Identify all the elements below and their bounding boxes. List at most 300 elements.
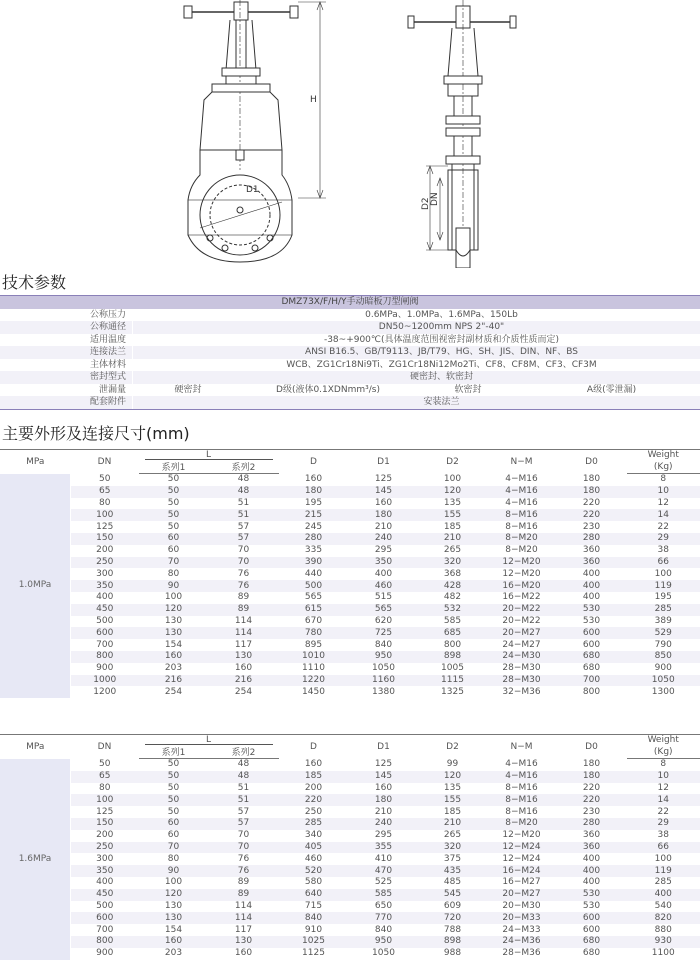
table-cell: 620 [374,615,393,626]
table-cell: 400 [627,889,700,901]
table-cell: 12−M20 [487,557,557,569]
table-cell: 1050 [372,663,395,674]
table-cell: 76 [237,853,250,864]
table-cell: 50 [167,759,180,770]
table-cell: 135 [443,497,462,508]
table-cell: 1050 [372,948,395,959]
table-cell: 29 [627,818,700,830]
table-cell: 988 [443,948,462,959]
dim-dn-label: DN [430,192,440,206]
table-cell: 950 [349,651,419,663]
table-cell: 720 [419,912,487,924]
table-cell: 680 [582,663,601,674]
table-cell: 700 [96,924,114,935]
table-cell: 600 [71,912,139,924]
table-cell: 850 [627,651,700,663]
table-cell: 51 [237,497,250,508]
table-row [0,498,700,510]
table-cell: 14 [627,509,700,521]
section-title-dimensions: 主要外形及连接尺寸(mm) [2,424,190,443]
table-cell: 50 [99,474,111,485]
param-value: 硬密封 [133,384,244,397]
table-cell: 910 [304,924,323,935]
param-value: ANSI B16.5、GB/T9113、JB/T79、HG、SH、JIS、DIN、NF、BS [133,346,700,359]
table-cell: 50 [167,521,180,532]
table-cell: 930 [627,936,700,948]
table-cell: 12−M24 [487,842,557,854]
table-cell: 20−M27 [487,889,557,901]
table-cell: 1005 [441,663,464,674]
col-header: D2 [419,735,487,759]
table-cell: 700 [96,639,114,650]
dimension-table-1 [0,449,700,698]
table-row [0,557,700,569]
table-cell: 125 [96,806,114,817]
table-cell: 600 [557,912,627,924]
table-cell: 650 [374,900,393,911]
table-cell: 16−M20 [487,580,557,592]
table-cell: 840 [279,912,349,924]
table-cell: 24−M30 [487,651,557,663]
table-cell: 530 [557,604,627,616]
dim-h-label: H [310,95,317,105]
table-cell: 400 [96,877,114,888]
table-cell: 50 [167,806,180,817]
table-cell: 114 [209,912,279,924]
table-cell: 375 [443,853,462,864]
table-cell: 8 [660,759,667,770]
table-cell: 615 [279,604,349,616]
table-cell: 280 [557,818,627,830]
param-label: 公称通径 [0,321,133,334]
table-cell: 470 [349,865,419,877]
table-cell: 1110 [302,663,325,674]
table-cell: 20−M22 [502,615,541,626]
table-cell: 360 [582,545,601,556]
table-cell: 89 [209,604,279,616]
table-cell: 482 [443,592,462,603]
table-row [0,686,700,698]
tech-params-table [0,295,700,410]
table-cell: 22 [657,806,669,817]
table-cell: 515 [374,592,393,603]
table-cell: 895 [304,639,323,650]
table-cell: 585 [443,615,462,626]
table-cell: 460 [304,853,323,864]
table-cell: 400 [582,592,601,603]
table-cell: 500 [96,615,114,626]
table-cell: 16−M27 [502,877,541,888]
param-value: A级(零泄漏) [523,384,700,397]
table-cell: 119 [627,580,700,592]
table-cell: 20−M27 [487,627,557,639]
table-row [0,521,700,533]
table-cell: 185 [443,521,462,532]
table-cell: 130 [139,912,209,924]
table-cell: 100 [443,474,462,485]
dimension-table-2 [0,734,700,960]
table-cell: 520 [279,865,349,877]
table-row [0,901,700,913]
table-cell: 160 [234,663,253,674]
table-cell: 250 [304,806,323,817]
table-cell: 400 [557,865,627,877]
table-cell: 12−M20 [502,568,541,579]
table-cell: 335 [304,545,323,556]
table-cell: 680 [582,948,601,959]
table-cell: 60 [167,545,180,556]
table-cell: 195 [654,592,672,603]
col-header: 系列2 [209,745,279,759]
table-cell: 29 [627,533,700,545]
table-cell: 435 [419,865,487,877]
table-cell: 160 [234,948,253,959]
table-cell: 230 [582,806,601,817]
table-cell: 180 [582,759,601,770]
table-cell: 1100 [651,948,675,959]
table-cell: 76 [209,580,279,592]
table-cell: 24−M36 [487,936,557,948]
valve-drawings [0,0,700,268]
table-cell: 120 [419,771,487,783]
table-row [0,604,700,616]
table-cell: 800 [71,936,139,948]
table-cell: 405 [279,842,349,854]
table-cell: 230 [582,521,601,532]
param-value: D级(液体0.1XDNmm³/s) [243,384,413,397]
table-cell: 300 [96,853,114,864]
table-cell: 10 [627,486,700,498]
table-cell: 1325 [441,686,464,697]
table-cell: 700 [557,675,627,687]
table-cell: 89 [237,877,250,888]
table-cell: 57 [237,521,250,532]
table-cell: 788 [443,924,462,935]
col-header: Weight [627,735,700,746]
table-cell: 280 [279,533,349,545]
table-cell: 8−M16 [505,782,538,793]
table-cell: 155 [419,794,487,806]
table-cell: 540 [654,900,672,911]
table-cell: 154 [164,639,183,650]
table-cell: 450 [71,889,139,901]
table-cell: 840 [374,924,393,935]
table-cell: 1050 [627,675,700,687]
table-cell: 50 [167,782,180,793]
table-cell: 525 [374,877,393,888]
table-cell: 368 [443,568,462,579]
table-cell: 670 [304,615,323,626]
table-cell: 220 [557,794,627,806]
table-cell: 565 [304,592,323,603]
col-header: Weight [627,450,700,461]
table-cell: 220 [557,509,627,521]
table-row [0,474,700,486]
table-cell: 14 [627,794,700,806]
table-row [0,818,700,830]
table-cell: 195 [304,497,323,508]
table-cell: 600 [582,639,601,650]
col-header: D1 [349,450,419,474]
table-cell: 100 [71,794,139,806]
table-cell: 530 [557,889,627,901]
table-row [0,877,700,889]
table-cell: 66 [627,842,700,854]
table-cell: 100 [71,509,139,521]
table-cell: 428 [419,580,487,592]
table-row [0,663,700,675]
table-cell: 350 [71,580,139,592]
table-row [0,627,700,639]
table-cell: 114 [234,900,253,911]
table-cell: 360 [557,842,627,854]
table-cell: 350 [71,865,139,877]
table-cell: 250 [71,557,139,569]
col-header: D0 [557,735,627,759]
table-cell: 1380 [372,686,395,697]
param-label: 配套附件 [0,396,133,409]
table-cell: 24−M33 [502,924,541,935]
param-value: 安装法兰 [133,396,700,409]
param-value: WCB、ZG1Cr18Ni9Ti、ZG1Cr18Ni12Mo2Ti、CF8、CF8M、CF3、CF3M [133,359,700,372]
table-cell: 800 [443,639,462,650]
col-header: D0 [557,450,627,474]
table-cell: 400 [582,877,601,888]
table-cell: 66 [627,557,700,569]
table-cell: 22 [657,521,669,532]
table-cell: 500 [279,580,349,592]
col-header: N−M [487,450,557,474]
table-cell: 70 [209,557,279,569]
table-cell: 216 [139,675,209,687]
table-row [0,509,700,521]
table-cell: 1125 [302,948,325,959]
table-cell: 80 [167,853,180,864]
table-cell: 200 [96,545,114,556]
table-cell: 80 [99,782,111,793]
table-cell: 500 [96,900,114,911]
table-cell: 57 [237,806,250,817]
table-cell: 210 [374,806,393,817]
table-row [0,592,700,604]
table-cell: 8−M16 [487,509,557,521]
table-cell: 265 [443,830,462,841]
table-cell: 1160 [349,675,419,687]
table-cell: 100 [164,877,183,888]
table-cell: 1200 [93,686,117,697]
table-row [0,545,700,557]
table-cell: 900 [96,663,114,674]
table-row [0,783,700,795]
table-cell: 295 [374,830,393,841]
table-cell: 160 [304,474,323,485]
param-label: 泄漏量 [0,384,133,397]
table-cell: 57 [209,533,279,545]
param-label: 主体材料 [0,359,133,372]
table-cell: 900 [96,948,114,959]
table-cell: 285 [627,604,700,616]
col-header: 系列1 [139,745,209,759]
table-cell: 120 [139,889,209,901]
table-body [0,759,700,960]
table-row [0,580,700,592]
table-cell: 50 [99,759,111,770]
table-cell: 400 [582,853,601,864]
table-cell: 16−M24 [487,865,557,877]
table-cell: 215 [279,509,349,521]
table-cell: 50 [167,474,180,485]
table-cell: 180 [557,771,627,783]
table-cell: 8 [660,474,667,485]
table-cell: 130 [209,651,279,663]
table-cell: 400 [374,568,393,579]
table-cell: 220 [279,794,349,806]
col-header: D2 [419,450,487,474]
table-cell: 12−M24 [502,853,541,864]
table-cell: 320 [419,842,487,854]
table-cell: 51 [209,509,279,521]
table-cell: 145 [349,771,419,783]
table-cell: 120 [139,604,209,616]
table-cell: 51 [237,782,250,793]
table-cell: 1010 [279,651,349,663]
table-cell: 8−M20 [505,545,538,556]
table-cell: 200 [304,782,323,793]
table-row [0,936,700,948]
table-cell: 285 [279,818,349,830]
table-row [0,853,700,865]
table-cell: 48 [237,759,250,770]
table-cell: 8−M16 [505,521,538,532]
table-cell: 800 [71,651,139,663]
table-cell: 8−M20 [487,818,557,830]
table-cell: 400 [557,580,627,592]
table-cell: 400 [96,592,114,603]
table-cell: 529 [627,627,700,639]
table-cell: 530 [582,615,601,626]
table-cell: 160 [139,651,209,663]
col-header: D [279,450,349,474]
table-cell: 154 [164,924,183,935]
table-row [0,830,700,842]
table-cell: 10 [627,771,700,783]
param-label: 适用温度 [0,334,133,347]
params-header: DMZ73X/F/H/Y手动暗板刀型闸阀 [0,296,700,309]
table-cell: 800 [582,686,601,697]
table-cell: 89 [209,889,279,901]
table-cell: 12 [657,782,669,793]
table-cell: 580 [304,877,323,888]
table-cell: 180 [349,794,419,806]
table-body [0,474,700,699]
table-row [0,771,700,783]
table-cell: 400 [582,568,601,579]
table-cell: 57 [209,818,279,830]
param-value: 硬密封、软密封 [133,371,700,384]
table-row [0,759,700,771]
table-cell: 38 [657,545,669,556]
table-cell: 38 [657,830,669,841]
table-cell: 203 [164,948,183,959]
table-cell: 300 [96,568,114,579]
table-cell: 1115 [419,675,487,687]
table-cell: 32−M36 [502,686,541,697]
table-cell: 790 [654,639,672,650]
table-cell: 180 [582,474,601,485]
param-value: DN50~1200mm NPS 2"-40" [133,321,700,334]
table-cell: 155 [419,509,487,521]
table-cell: 245 [304,521,323,532]
table-cell: 130 [164,615,183,626]
table-cell: 48 [237,474,250,485]
table-cell: 119 [627,865,700,877]
table-cell: 898 [419,936,487,948]
col-header: L [139,450,279,461]
table-cell: 210 [419,818,487,830]
table-cell: 320 [419,557,487,569]
table-cell: 285 [654,877,672,888]
table-cell: 125 [96,521,114,532]
table-cell: 70 [139,842,209,854]
table-cell: 28−M30 [487,675,557,687]
table-cell: 28−M30 [502,663,541,674]
table-row [0,486,700,498]
table-cell: 680 [557,936,627,948]
table-cell: 900 [654,663,672,674]
dim-d1-label: D1 [246,185,259,195]
table-cell: 48 [209,486,279,498]
table-cell: 100 [654,853,672,864]
table-cell: 80 [99,497,111,508]
table-cell: 280 [557,533,627,545]
table-cell: 585 [349,889,419,901]
table-cell: 200 [96,830,114,841]
table-cell: 180 [279,486,349,498]
table-cell: 130 [164,900,183,911]
table-cell: 265 [443,545,462,556]
table-cell: 50 [167,497,180,508]
table-cell: 390 [279,557,349,569]
table-cell: 99 [446,759,459,770]
table-cell: 898 [419,651,487,663]
table-cell: 350 [349,557,419,569]
table-cell: 355 [349,842,419,854]
table-row [0,675,700,687]
param-value: 软密封 [413,384,523,397]
table-cell: 150 [71,533,139,545]
table-cell: 600 [557,627,627,639]
table-cell: 28−M36 [502,948,541,959]
table-cell: 50 [139,486,209,498]
table-cell: 250 [71,842,139,854]
param-value: -38~+900℃(具体温度范围视密封副材质和介质性质而定) [133,334,700,347]
table-cell: 4−M16 [487,486,557,498]
table-cell: 120 [419,486,487,498]
dim-d2-label: D2 [421,197,431,210]
section-title-tech-params: 技术参数 [2,273,67,292]
table-cell: 76 [237,568,250,579]
table-cell: 532 [419,604,487,616]
table-cell: 725 [349,627,419,639]
table-cell: 100 [654,568,672,579]
table-row [0,924,700,936]
table-cell: 4−M16 [505,497,538,508]
table-cell: 685 [419,627,487,639]
col-header: MPa [0,735,71,759]
table-cell: 950 [349,936,419,948]
table-cell: 130 [139,627,209,639]
table-cell: 135 [443,782,462,793]
